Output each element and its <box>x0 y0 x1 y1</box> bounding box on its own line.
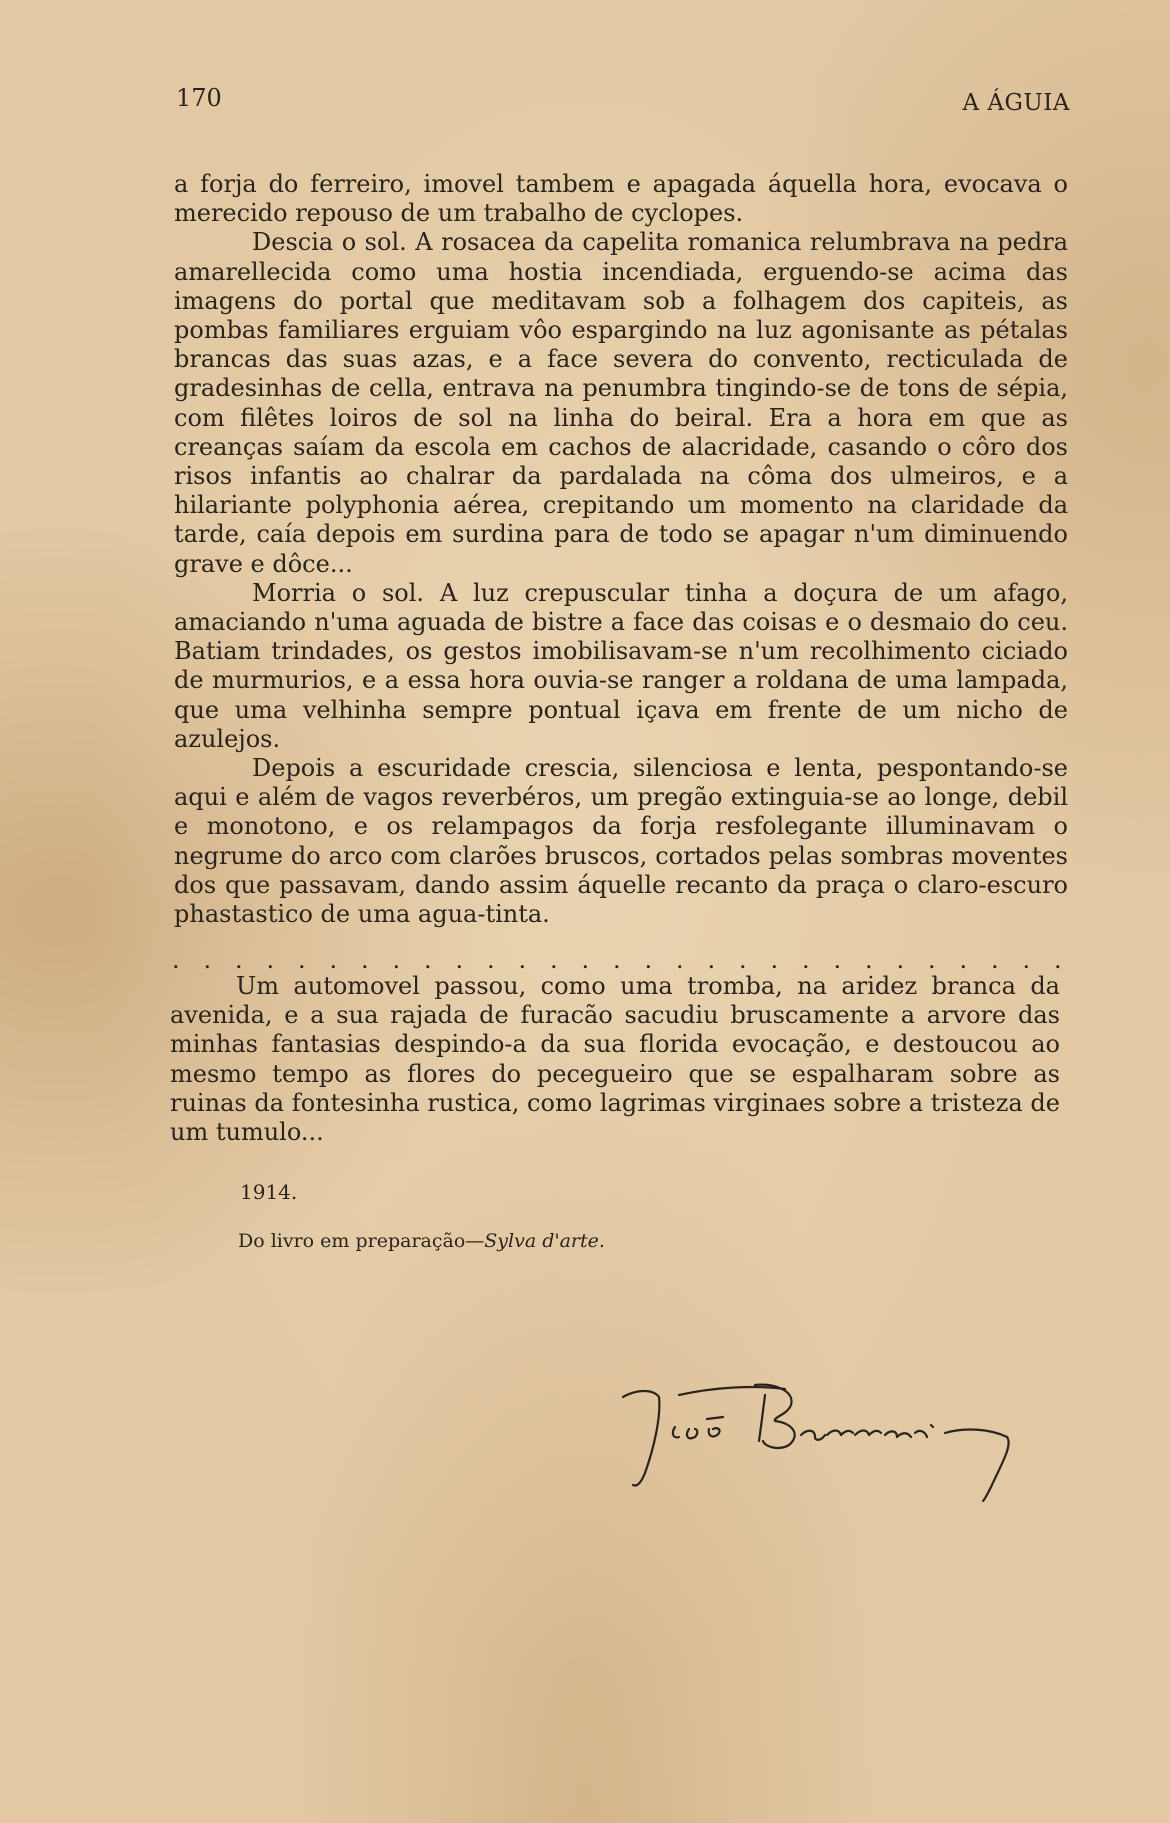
source-note <box>238 1230 605 1252</box>
separator-dot: . <box>266 946 275 974</box>
closing-section <box>170 972 1060 1147</box>
separator-dot: . <box>865 946 873 974</box>
separator-dot: . <box>581 946 590 974</box>
source-title: Sylva d'arte. <box>484 1230 605 1252</box>
paragraph-3: Morria o sol. A luz crepuscular tinha a doçura de um afago, amaciando n'uma aguada de bistre a face das coisas e o desmaio do ceu. Batiam trindades, os gestos imobilisavam-se n'um recolhimento ciciado de murmurios, e a essa hora ouvia-se ranger a roldana de uma lampada, que uma velhinha sempre pontual içava em frente de um nicho de azulejos. <box>174 578 1068 753</box>
separator-dot: . <box>613 946 621 974</box>
separator-dot: . <box>298 946 306 974</box>
separator-dot: . <box>707 946 716 974</box>
separator-dot: . <box>172 946 180 974</box>
separator-dot: . <box>991 946 999 974</box>
year: 1914. <box>240 1180 298 1204</box>
separator-dot: . <box>739 946 747 974</box>
separator-dot: . <box>235 946 243 974</box>
separator-dot: . <box>896 946 905 974</box>
page-header <box>176 84 1070 124</box>
separator-dot: . <box>424 946 432 974</box>
signature-drawing <box>615 1375 1035 1505</box>
separator-dot: . <box>329 946 338 974</box>
separator-dot: . <box>455 946 464 974</box>
separator-dot: . <box>676 946 684 974</box>
separator-dot: . <box>928 946 936 974</box>
separator-dot: . <box>203 946 212 974</box>
separator-dot: . <box>487 946 495 974</box>
separator-dot: . <box>1054 946 1062 974</box>
paragraph-4: Depois a escuridade crescia, silenciosa e lenta, pespontando-se aqui e além de vagos reverbéros, um pregão extinguia-se ao longe, debil e monotono, e os relampagos da forja resfolegante illuminavam o negrume do arco com clarões bruscos, cortados pelas sombras moventes dos que passavam, dando assim áquelle recanto da praça o claro-escuro phastastico de uma agua-tinta. <box>174 754 1068 929</box>
paragraph-1: a forja do ferreiro, imovel tambem e apagada áquella hora, evocava o merecido repouso de um trabalho de cyclopes. <box>174 170 1068 228</box>
separator-dot: . <box>361 946 369 974</box>
separator-dot: . <box>802 946 810 974</box>
separator-dot: . <box>959 946 968 974</box>
closing-paragraph: Um automovel passou, como uma tromba, na aridez branca da avenida, e a sua rajada de furacão sacudiu bruscamente a arvore das minhas fantasias despindo-a da sua florida evocação, e destoucou ao mesmo tempo as flores do pecegueiro que se espalharam sobre as ruinas da fontesinha rustica, como lagrimas virginaes sobre a tristeza de um tumulo... <box>170 972 1060 1147</box>
separator-dots <box>172 946 1062 974</box>
page-number: 170 <box>176 84 222 112</box>
author-signature <box>615 1375 1035 1505</box>
source-prefix: Do livro em preparação— <box>238 1230 485 1252</box>
separator-dot: . <box>833 946 842 974</box>
separator-dot: . <box>1022 946 1031 974</box>
separator-dot: . <box>518 946 527 974</box>
separator-dot: . <box>770 946 779 974</box>
separator-dot: . <box>392 946 401 974</box>
paragraph-2: Descia o sol. A rosacea da capelita romanica relumbrava na pedra amarellecida como uma hostia incendiada, erguendo-se acima das imagens do portal que meditavam sob a folhagem dos capiteis, as pombas familiares erguiam vôo espargindo na luz agonisante as pétalas brancas das suas azas, e a face severa do convento, recticulada de gradesinhas de cella, entrava na penumbra tingindo-se de tons de sépia, com filêtes loiros de sol na linha do beiral. Era a hora em que as creanças saíam da escola em cachos de alacridade, casando o côro dos risos infantis ao chalrar da pardalada na côma dos ulmeiros, e a hilariante polyphonia aérea, crepitando um momento na claridade da tarde, caía depois em surdina para de todo se apagar n'um diminuendo grave e dôce... <box>174 228 1068 578</box>
journal-title: A ÁGUIA <box>962 90 1070 116</box>
separator-dot: . <box>550 946 558 974</box>
body-text <box>174 170 1068 929</box>
separator-dot: . <box>644 946 653 974</box>
